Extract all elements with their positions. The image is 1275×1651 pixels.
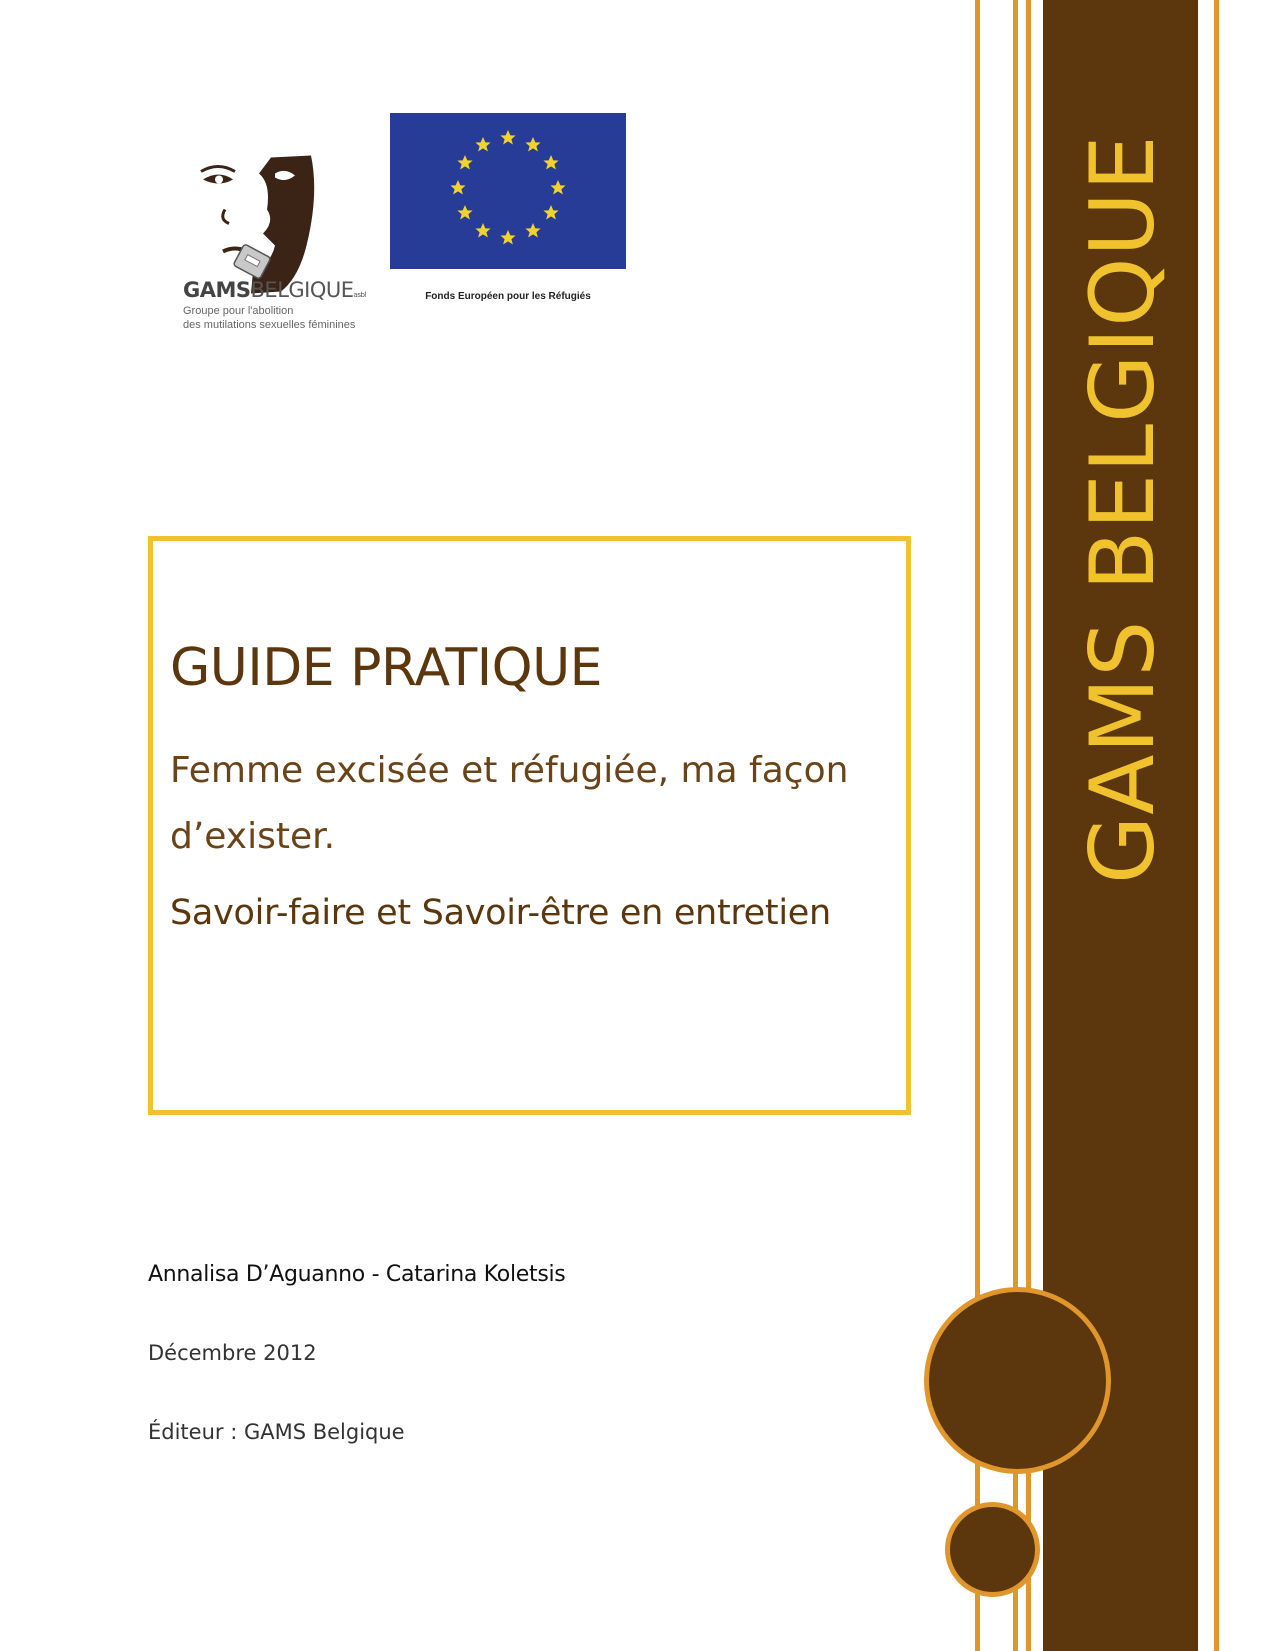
publication-date: Décembre 2012	[148, 1341, 317, 1365]
band-title: GAMS BELGIQUE	[1071, 134, 1174, 884]
main-title: GUIDE PRATIQUE	[170, 638, 602, 698]
subtitle: Femme excisée et réfugiée, ma façon d’exister.	[170, 750, 849, 857]
gams-logo-name: GAMSBELGIQUEasbl	[183, 278, 366, 302]
decorative-circle-large	[924, 1287, 1111, 1474]
stripe-line-4	[1214, 0, 1219, 1651]
subtitle-secondary: Savoir-faire et Savoir-être en entretien	[170, 893, 831, 933]
eu-stars-icon	[390, 113, 626, 269]
editor: Éditeur : GAMS Belgique	[148, 1420, 405, 1444]
decorative-circle-small	[945, 1502, 1040, 1597]
authors: Annalisa D’Aguanno - Catarina Koletsis	[148, 1262, 566, 1287]
eu-caption: Fonds Européen pour les Réfugiés	[425, 291, 591, 302]
eu-flag	[390, 113, 626, 269]
gams-logo-tagline: Groupe pour l'abolition des mutilations sexuelles féminines	[183, 305, 356, 331]
